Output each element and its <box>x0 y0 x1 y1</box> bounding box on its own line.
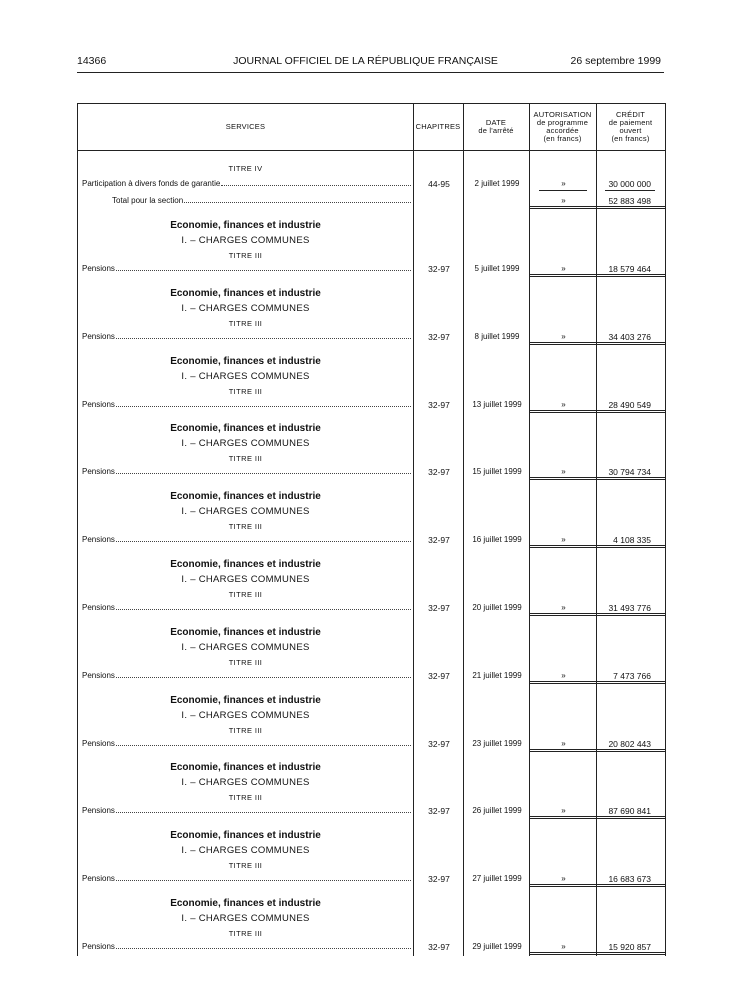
chapitre-cell: 32-97 <box>428 467 450 478</box>
titre-heading: TITRE III <box>228 725 263 735</box>
journal-title: JOURNAL OFFICIEL DE LA RÉPUBLIQUE FRANÇAISE <box>233 55 498 67</box>
ministry-heading: Economie, finances et industrie <box>170 491 321 503</box>
total-autorisation: » <box>561 196 566 205</box>
pensions-label: Pensions <box>82 739 412 748</box>
titre-heading: TITRE III <box>228 251 263 260</box>
ministry-heading: Economie, finances et industrie <box>170 898 321 909</box>
credit-cell: 4 108 335 <box>613 535 651 546</box>
participation-autorisation: » <box>561 179 566 188</box>
total-rule <box>605 190 655 191</box>
section-heading: I. – CHARGES COMMUNES <box>181 235 310 246</box>
ministry-heading: Economie, finances et industrie <box>170 355 321 367</box>
pensions-label: Pensions <box>82 535 412 544</box>
participation-credit: 30 000 000 <box>608 179 651 189</box>
section-double-rule <box>530 206 665 209</box>
block-double-rule <box>530 681 665 684</box>
block-double-rule <box>530 410 665 413</box>
chapitre-cell: 32-97 <box>428 331 450 342</box>
ministry-heading: Economie, finances et industrie <box>170 287 321 299</box>
section-heading: I. – CHARGES COMMUNES <box>181 777 310 789</box>
credit-cell: 20 802 443 <box>608 738 651 749</box>
credit-cell: 18 579 464 <box>608 264 651 274</box>
date-cell: 29 juillet 1999 <box>472 942 522 951</box>
date-cell: 23 juillet 1999 <box>472 738 522 748</box>
ministry-heading: Economie, finances et industrie <box>170 559 321 570</box>
block-double-rule <box>530 274 665 277</box>
credit-cell: 87 690 841 <box>608 806 651 817</box>
titre-heading: TITRE III <box>228 861 263 871</box>
autorisation-cell: » <box>561 942 566 951</box>
ministry-heading: Economie, finances et industrie <box>170 694 321 706</box>
titre-heading: TITRE III <box>228 590 263 599</box>
section-heading: I. – CHARGES COMMUNES <box>181 506 310 518</box>
total-label: Total pour la section <box>112 196 412 205</box>
section-heading: I. – CHARGES COMMUNES <box>181 845 310 857</box>
date-cell: 13 juillet 1999 <box>472 399 522 409</box>
section-heading: I. – CHARGES COMMUNES <box>181 641 310 653</box>
date-cell: 16 juillet 1999 <box>472 535 522 545</box>
date-cell: 8 juillet 1999 <box>474 331 520 341</box>
column-divider <box>463 104 464 956</box>
titre-heading: TITRE III <box>228 657 263 667</box>
titre-heading: TITRE III <box>228 793 263 803</box>
total-credit: 52 883 498 <box>608 196 651 206</box>
pensions-label: Pensions <box>82 874 412 883</box>
date-cell: 21 juillet 1999 <box>472 670 522 680</box>
ministry-heading: Economie, finances et industrie <box>170 423 321 435</box>
ministry-heading: Economie, finances et industrie <box>170 762 321 774</box>
total-rule <box>539 190 587 191</box>
autorisation-cell: » <box>561 264 566 273</box>
block-double-rule <box>530 749 665 752</box>
credits-table <box>77 103 666 956</box>
column-header-credit: CRÉDIT de paiement ouvert (en francs) <box>608 110 653 143</box>
block-double-rule <box>530 477 665 480</box>
page-number: 14366 <box>77 55 107 67</box>
chapitre-cell: 32-97 <box>428 738 450 749</box>
column-header-date: DATE de l'arrêté <box>478 118 514 135</box>
participation-label: Participation à divers fonds de garantie <box>82 179 412 188</box>
credit-cell: 30 794 734 <box>608 467 651 478</box>
chapitre-cell: 32-97 <box>428 264 450 274</box>
credit-cell: 34 403 276 <box>608 331 651 342</box>
autorisation-cell: » <box>561 399 566 409</box>
header-rule <box>77 72 664 73</box>
block-double-rule <box>530 613 665 616</box>
section-heading: I. – CHARGES COMMUNES <box>181 370 310 382</box>
chapitre-cell: 32-97 <box>428 806 450 817</box>
column-header-autorisation: AUTORISATION de programme accordée (en francs) <box>533 110 592 143</box>
pensions-label: Pensions <box>82 332 412 341</box>
titre-heading: TITRE III <box>228 318 263 328</box>
autorisation-cell: » <box>561 874 566 884</box>
block-double-rule <box>530 816 665 819</box>
autorisation-cell: » <box>561 603 566 612</box>
chapitre-cell: 32-97 <box>428 399 450 410</box>
chapitre-cell: 32-97 <box>428 535 450 546</box>
block-double-rule <box>530 952 665 955</box>
participation-date: 2 juillet 1999 <box>474 179 520 188</box>
titre-heading: TITRE III <box>228 929 263 938</box>
pensions-label: Pensions <box>82 942 412 951</box>
block-double-rule <box>530 342 665 345</box>
pensions-label: Pensions <box>82 806 412 815</box>
ministry-heading: Economie, finances et industrie <box>170 626 321 638</box>
autorisation-cell: » <box>561 467 566 477</box>
chapitre-cell: 32-97 <box>428 942 450 952</box>
ministry-heading: Economie, finances et industrie <box>170 220 321 231</box>
participation-chapitre: 44-95 <box>428 179 450 189</box>
date-cell: 26 juillet 1999 <box>472 806 522 816</box>
credit-cell: 31 493 776 <box>608 603 651 613</box>
section-heading: I. – CHARGES COMMUNES <box>181 574 310 585</box>
column-divider <box>413 104 414 956</box>
column-header-chapitres: CHAPITRES <box>415 122 461 131</box>
section-heading: I. – CHARGES COMMUNES <box>181 913 310 924</box>
titre-heading: TITRE IV <box>228 164 263 173</box>
titre-heading: TITRE III <box>228 386 263 396</box>
section-heading: I. – CHARGES COMMUNES <box>181 302 310 314</box>
pensions-label: Pensions <box>82 603 412 612</box>
date-cell: 27 juillet 1999 <box>472 874 522 884</box>
credit-cell: 28 490 549 <box>608 399 651 410</box>
date-cell: 15 juillet 1999 <box>472 467 522 477</box>
header-row-rule <box>78 150 665 151</box>
date-cell: 20 juillet 1999 <box>472 603 522 612</box>
autorisation-cell: » <box>561 670 566 680</box>
chapitre-cell: 32-97 <box>428 603 450 613</box>
section-heading: I. – CHARGES COMMUNES <box>181 438 310 450</box>
date-cell: 5 juillet 1999 <box>474 264 520 273</box>
chapitre-cell: 32-97 <box>428 874 450 885</box>
autorisation-cell: » <box>561 535 566 545</box>
column-divider <box>529 104 530 956</box>
pensions-label: Pensions <box>82 467 412 476</box>
credit-cell: 15 920 857 <box>608 942 651 952</box>
pensions-label: Pensions <box>82 400 412 409</box>
chapitre-cell: 32-97 <box>428 670 450 681</box>
column-divider <box>596 104 597 956</box>
credit-cell: 7 473 766 <box>613 670 651 681</box>
autorisation-cell: » <box>561 331 566 341</box>
autorisation-cell: » <box>561 806 566 816</box>
column-header-services: SERVICES <box>225 122 266 131</box>
pensions-label: Pensions <box>82 671 412 680</box>
credit-cell: 16 683 673 <box>608 874 651 885</box>
autorisation-cell: » <box>561 738 566 748</box>
titre-heading: TITRE III <box>228 454 263 464</box>
pensions-label: Pensions <box>82 264 412 273</box>
ministry-heading: Economie, finances et industrie <box>170 830 321 842</box>
section-heading: I. – CHARGES COMMUNES <box>181 709 310 721</box>
block-double-rule <box>530 545 665 548</box>
issue-date: 26 septembre 1999 <box>570 55 661 67</box>
titre-heading: TITRE III <box>228 522 263 532</box>
block-double-rule <box>530 884 665 887</box>
